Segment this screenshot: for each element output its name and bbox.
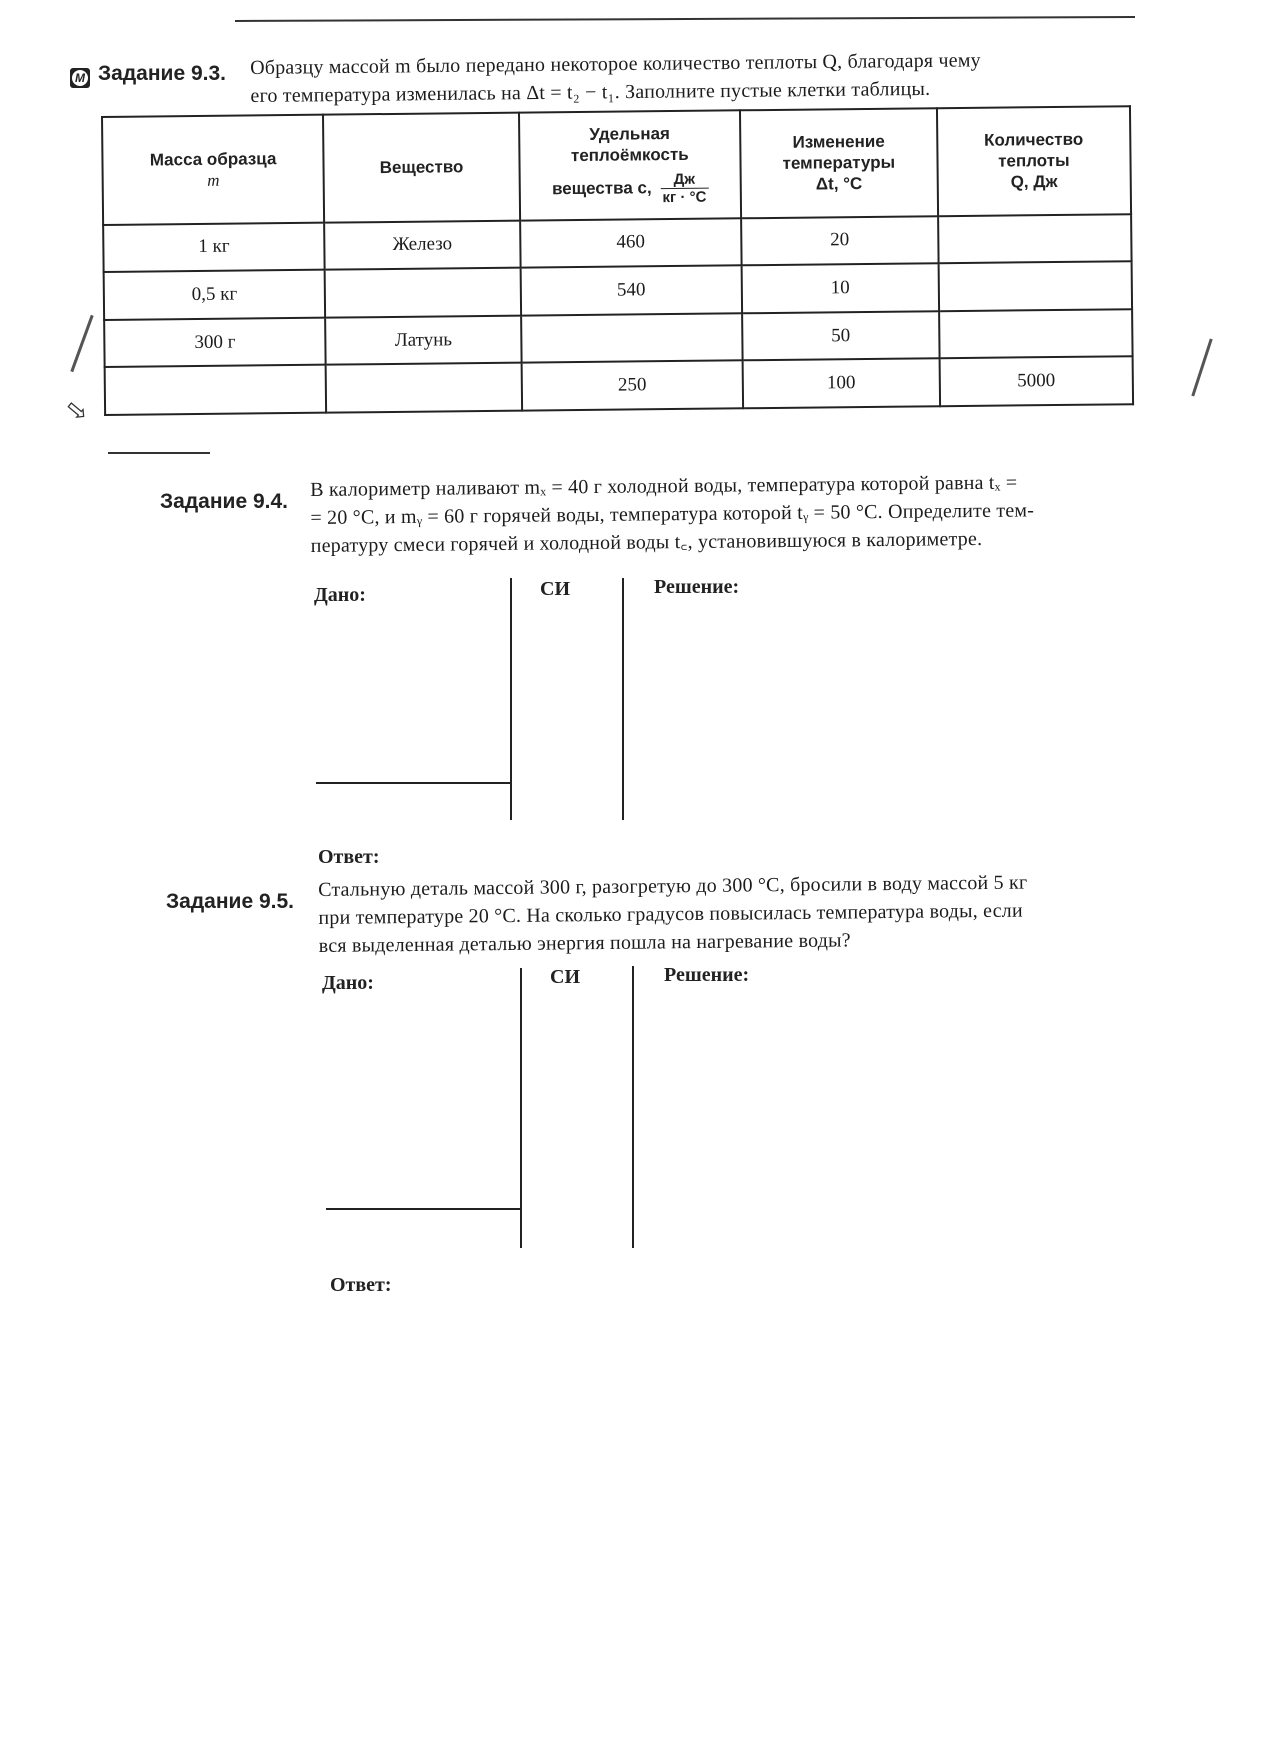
task-9-3-line-1: Образцу массой m было передано некоторое количество теплоты Q, благодаря чему <box>250 49 981 79</box>
cell-capacity: 460 <box>520 218 742 268</box>
cell-delta-temp: 50 <box>742 311 939 361</box>
header-capacity: Удельная теплоёмкость вещества c, $\frac{Дж}{кг \cdot ^\circ С}$ <box>519 110 741 220</box>
task-9-4-label: Задание 9.4. <box>160 490 288 513</box>
task-9-5-line-2: при температуре 20 °С. На сколько градусов повысилась температура воды, если <box>318 899 1023 929</box>
solution-heading: Решение: <box>654 576 740 598</box>
si-heading: СИ <box>550 966 580 988</box>
header-mass: Масса образца m <box>102 115 324 225</box>
pointer-arrow-icon: ⇨ <box>58 392 95 430</box>
given-divider <box>520 968 522 1248</box>
header-delta-temp: Изменение температуры Δt, °С <box>740 108 938 218</box>
given-underline <box>316 782 510 784</box>
si-divider <box>622 578 624 820</box>
task-9-5-label: Задание 9.5. <box>166 890 294 913</box>
task-9-4-line-1: В калориметр наливают mₓ = 40 г холодной воды, температура которой равна tₓ = <box>310 471 1018 501</box>
given-heading: Дано: <box>322 972 374 994</box>
cell-delta-temp: 100 <box>743 359 940 409</box>
method-badge-icon: М <box>70 68 90 88</box>
pen-mark-right <box>1191 339 1212 397</box>
cell-mass: 1 кг <box>103 222 325 272</box>
answer-label: Ответ: <box>318 846 380 868</box>
given-heading: Дано: <box>314 584 366 606</box>
answer-label: Ответ: <box>330 1274 392 1296</box>
task-9-3-text <box>250 46 981 110</box>
table-header-row <box>102 106 1131 224</box>
cell-mass: 0,5 кг <box>104 270 326 320</box>
capacity-unit-fraction: $\frac{Дж}{кг \cdot ^\circ С}$ <box>660 171 708 206</box>
task-9-5-text <box>318 869 1028 960</box>
cell-capacity <box>521 313 743 363</box>
cell-substance <box>326 363 522 413</box>
cell-mass: 300 г <box>104 317 326 367</box>
cell-heat <box>939 309 1133 359</box>
task-9-3-label: Задание 9.3. <box>98 62 226 85</box>
task-9-4-line-3: пературу смеси горячей и холодной воды t꜀, установившуюся в калориметре. <box>310 527 983 557</box>
given-divider <box>510 578 512 820</box>
header-heat: Количество теплоты Q, Дж <box>937 106 1131 216</box>
top-rule <box>235 16 1135 22</box>
task-9-4-line-2: = 20 °С, и mᵧ = 60 г горячей воды, температура которой tᵧ = 50 °С. Определите тем- <box>310 499 1035 529</box>
cell-capacity: 250 <box>521 361 743 411</box>
given-underline <box>326 1208 520 1210</box>
cell-substance: Железо <box>324 220 520 270</box>
task-9-5-line-1: Стальную деталь массой 300 г, разогретую до 300 °С, бросили в воду массой 5 кг <box>318 871 1028 901</box>
heat-table <box>101 105 1134 416</box>
task-9-5-line-3: вся выделенная деталью энергия пошла на нагревание воды? <box>318 929 851 957</box>
cell-heat <box>938 214 1132 264</box>
cell-delta-temp: 10 <box>742 263 939 313</box>
section-rule <box>108 452 210 454</box>
si-divider <box>632 966 634 1248</box>
table-row <box>105 357 1133 415</box>
solution-heading: Решение: <box>664 964 750 986</box>
cell-substance <box>325 268 521 318</box>
task-9-4-text <box>310 468 1034 560</box>
cell-substance: Латунь <box>325 315 521 365</box>
si-heading: СИ <box>540 578 570 600</box>
task-9-3-line-2: его температура изменилась на Δt = t₂ − t₁. Заполните пустые клетки таблицы. <box>250 77 931 107</box>
cell-mass <box>105 365 327 415</box>
pen-mark-left <box>70 315 93 372</box>
cell-delta-temp: 20 <box>741 216 938 266</box>
cell-heat: 5000 <box>939 357 1133 407</box>
cell-capacity: 540 <box>520 266 742 316</box>
cell-heat <box>938 261 1132 311</box>
header-substance: Вещество <box>323 113 520 223</box>
